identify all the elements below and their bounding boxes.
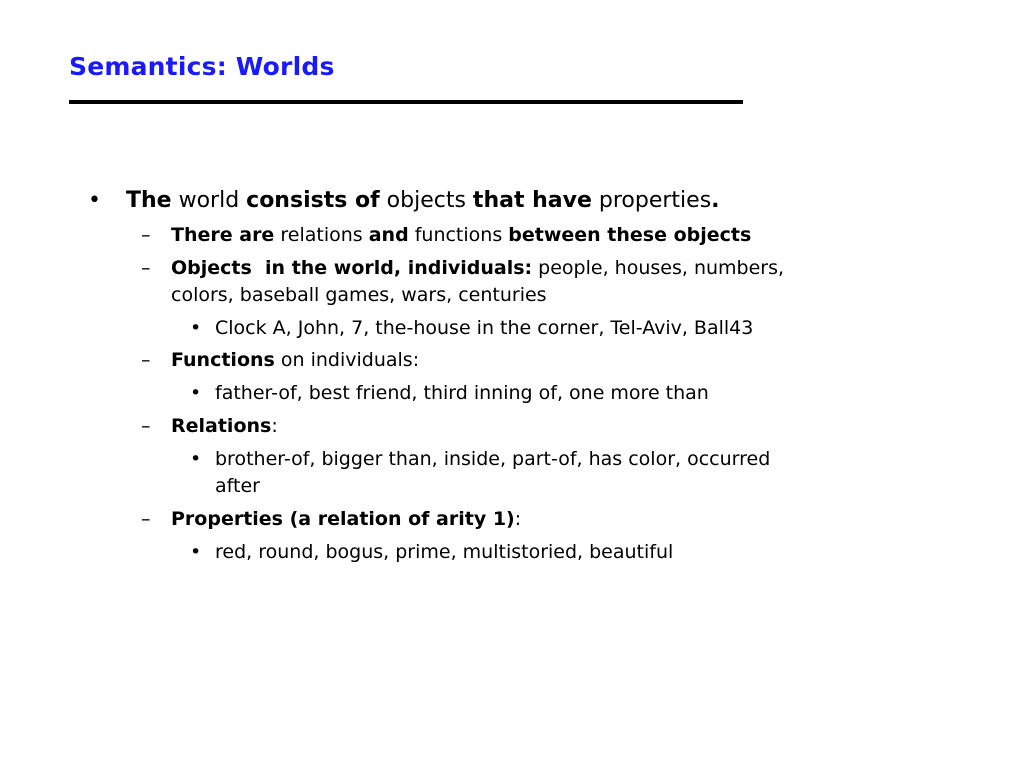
sub-bullet-text [171,506,941,533]
text-regular: after [215,475,260,497]
example-text: Clock A, John, 7, the-house in the corner, Tel-Aviv, Ball43 [215,317,754,339]
text-bold: There are [171,224,275,246]
example-text [215,446,910,500]
sub-bullet-text [171,222,941,249]
bullet-marker: • [190,382,202,404]
sub-bullet-text [171,413,941,440]
text-bold: The [126,188,172,213]
example-text: father-of, best friend, third inning of, one more than [215,382,709,404]
text-regular: on individuals: [274,349,420,371]
bullet-marker: • [88,188,101,213]
text-bold: Properties (a relation of arity 1) [171,508,515,530]
text-regular: properties [591,188,712,213]
sub-bullet-text [171,255,941,309]
text-bold: and [368,224,409,246]
bullet-marker: • [190,317,202,339]
dash-marker: – [141,508,151,530]
text-regular: relations [274,224,369,246]
text-bold: between these objects [508,224,752,246]
text-regular: brother-of, bigger than, inside, part-of, has color, occurred [215,448,771,470]
example-text: red, round, bogus, prime, multistoried, beautiful [215,541,674,563]
text-bold: . [711,188,720,213]
text-bold: Relations [171,415,272,437]
bullet-marker: • [190,448,202,470]
slide-title: Semantics: Worlds [69,52,335,81]
title-underline [69,100,743,104]
bullet-marker: • [190,541,202,563]
text-regular: colors, baseball games, wars, centuries [171,284,547,306]
text-bold: Objects in the world, individuals: [171,257,533,279]
text-regular: objects [379,188,473,213]
text-regular: functions [408,224,509,246]
text-regular: : [514,508,522,530]
text-bold: Functions [171,349,275,371]
dash-marker: – [141,349,151,371]
dash-marker: – [141,257,151,279]
text-regular: world [171,188,247,213]
dash-marker: – [141,415,151,437]
text-regular: people, houses, numbers, [532,257,785,279]
text-bold: that have [472,188,592,213]
text-regular: : [271,415,278,437]
dash-marker: – [141,224,151,246]
main-bullet-text [126,186,720,216]
text-bold: consists of [246,188,380,213]
sub-bullet-text [171,347,941,374]
